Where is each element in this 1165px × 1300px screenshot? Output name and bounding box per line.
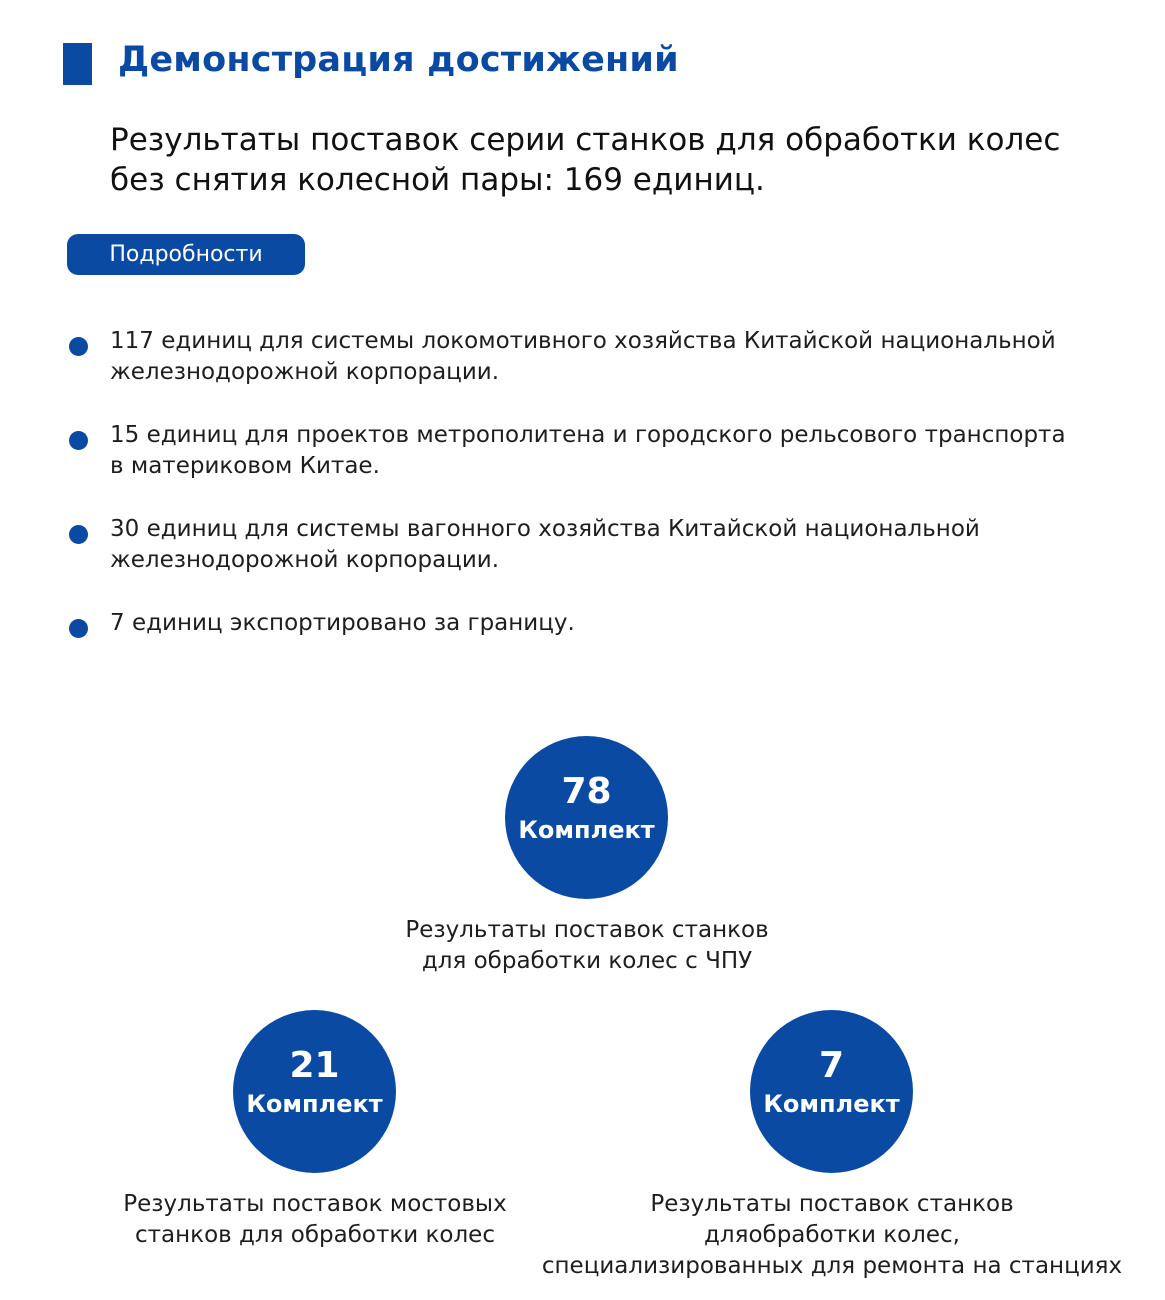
list-item-line: железнодорожной корпорации. [110,547,500,573]
list-item [67,326,1056,388]
stat-circle-station [750,1010,913,1173]
stat-unit: Комплект [246,1090,383,1118]
list-item [67,608,575,639]
section-title: Демонстрация достижений [118,40,679,80]
stat-caption-line: Результаты поставок станков [405,917,769,943]
details-button[interactable]: Подробности [67,234,305,275]
list-item-line: 7 единиц экспортировано за границу. [110,610,575,636]
headline-line-1: Результаты поставок серии станков для обработки колес [110,122,1061,158]
stat-number: 7 [818,1045,845,1086]
stat-caption-line: Результаты поставок мостовых [123,1191,507,1217]
list-item-line: 30 единиц для системы вагонного хозяйства Китайской национальной [110,516,980,542]
bullet-dot-icon [69,431,88,450]
bullet-dot-icon [69,619,88,638]
stat-circle-cnc [505,736,668,899]
stat-caption-station [522,1189,1142,1282]
stat-caption-cnc [347,915,827,977]
stat-number: 78 [561,771,612,812]
stat-caption-line: специализированных для ремонта на станциях [541,1253,1123,1279]
list-item-line: железнодорожной корпорации. [110,359,500,385]
stat-caption-line: Результаты поставок станков [650,1191,1014,1217]
list-item-line: в материковом Китае. [110,453,380,479]
list-item [67,514,980,576]
stat-caption-line: для обработки колес с ЧПУ [421,948,753,974]
bullet-dot-icon [69,525,88,544]
stat-caption-line: дляобработки колес, [704,1222,960,1248]
stat-unit: Комплект [518,816,655,844]
list-item-line: 117 единиц для системы локомотивного хозяйства Китайской национальной [110,328,1056,354]
stat-caption-gantry [75,1189,555,1251]
stat-circle-gantry [233,1010,396,1173]
headline-line-2: без снятия колесной пары: 169 единиц. [110,162,765,198]
title-accent-bar [63,43,92,85]
stat-number: 21 [289,1045,340,1086]
stat-caption-line: станков для обработки колес [135,1222,495,1248]
list-item [67,420,1066,482]
list-item-line: 15 единиц для проектов метрополитена и городского рельсового транспорта [110,422,1066,448]
bullet-dot-icon [69,337,88,356]
headline [110,120,1130,200]
stat-unit: Комплект [763,1090,900,1118]
